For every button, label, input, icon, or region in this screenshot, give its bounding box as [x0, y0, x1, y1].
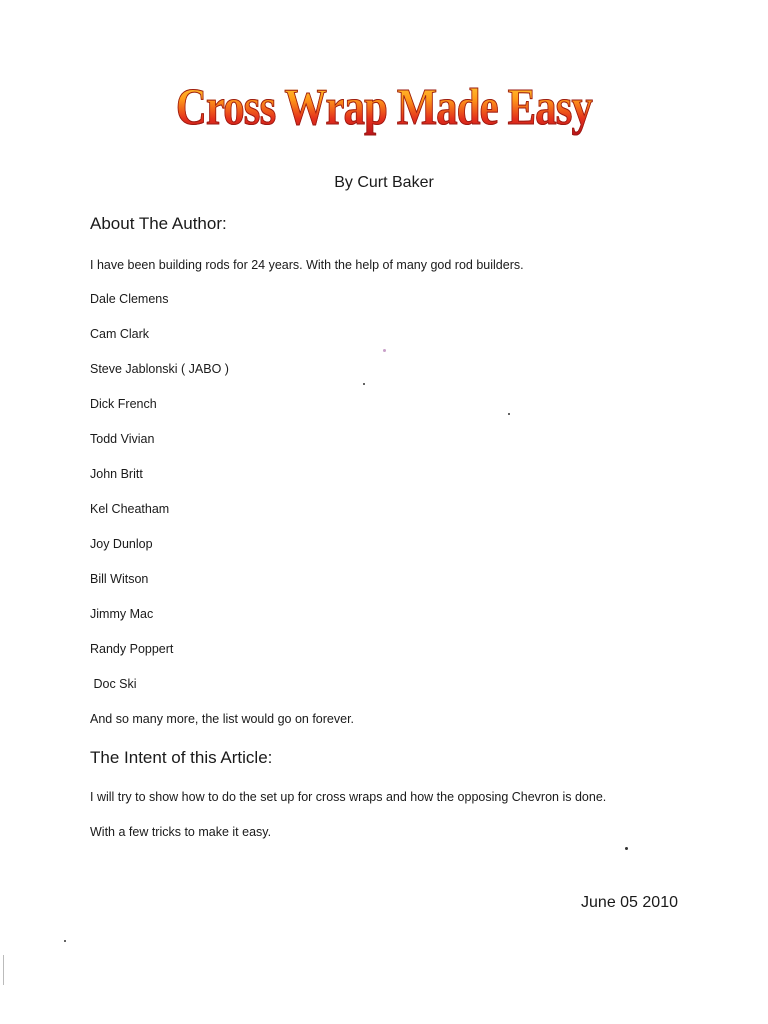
- builder-item: Dick French: [90, 397, 157, 411]
- scan-speck: [625, 847, 628, 850]
- closing-text: And so many more, the list would go on forever.: [90, 712, 355, 726]
- builder-item: Kel Cheatham: [90, 502, 170, 516]
- builder-item: Dale Clemens: [90, 292, 169, 306]
- builder-item: Bill Witson: [90, 572, 149, 586]
- byline: By Curt Baker: [334, 174, 434, 191]
- document-title-text: Cross Wrap Made Easy: [176, 79, 592, 136]
- scan-speck: [363, 383, 365, 385]
- scan-speck: [508, 413, 510, 415]
- builder-item: Steve Jablonski ( JABO ): [90, 362, 229, 376]
- intent-line: With a few tricks to make it easy.: [90, 825, 272, 839]
- scan-speck: [64, 940, 66, 942]
- scan-speck: [383, 349, 386, 352]
- builder-item: Cam Clark: [90, 327, 150, 341]
- scan-edge-mark: [3, 955, 4, 985]
- builder-item: Randy Poppert: [90, 642, 174, 656]
- intro-text: I have been building rods for 24 years. With the help of many god rod builders.: [90, 258, 524, 272]
- builder-item: Jimmy Mac: [90, 607, 154, 621]
- intent-heading: The Intent of this Article:: [90, 748, 273, 767]
- document-date: June 05 2010: [581, 894, 678, 911]
- about-heading: About The Author:: [90, 214, 227, 233]
- intent-line: I will try to show how to do the set up for cross wraps and how the opposing Chevron is done.: [90, 790, 607, 804]
- builder-item: John Britt: [90, 467, 143, 481]
- builder-item: Joy Dunlop: [90, 537, 153, 551]
- builder-item: Todd Vivian: [90, 432, 155, 446]
- document-title: [69, 78, 699, 137]
- builder-item: Doc Ski: [90, 677, 137, 691]
